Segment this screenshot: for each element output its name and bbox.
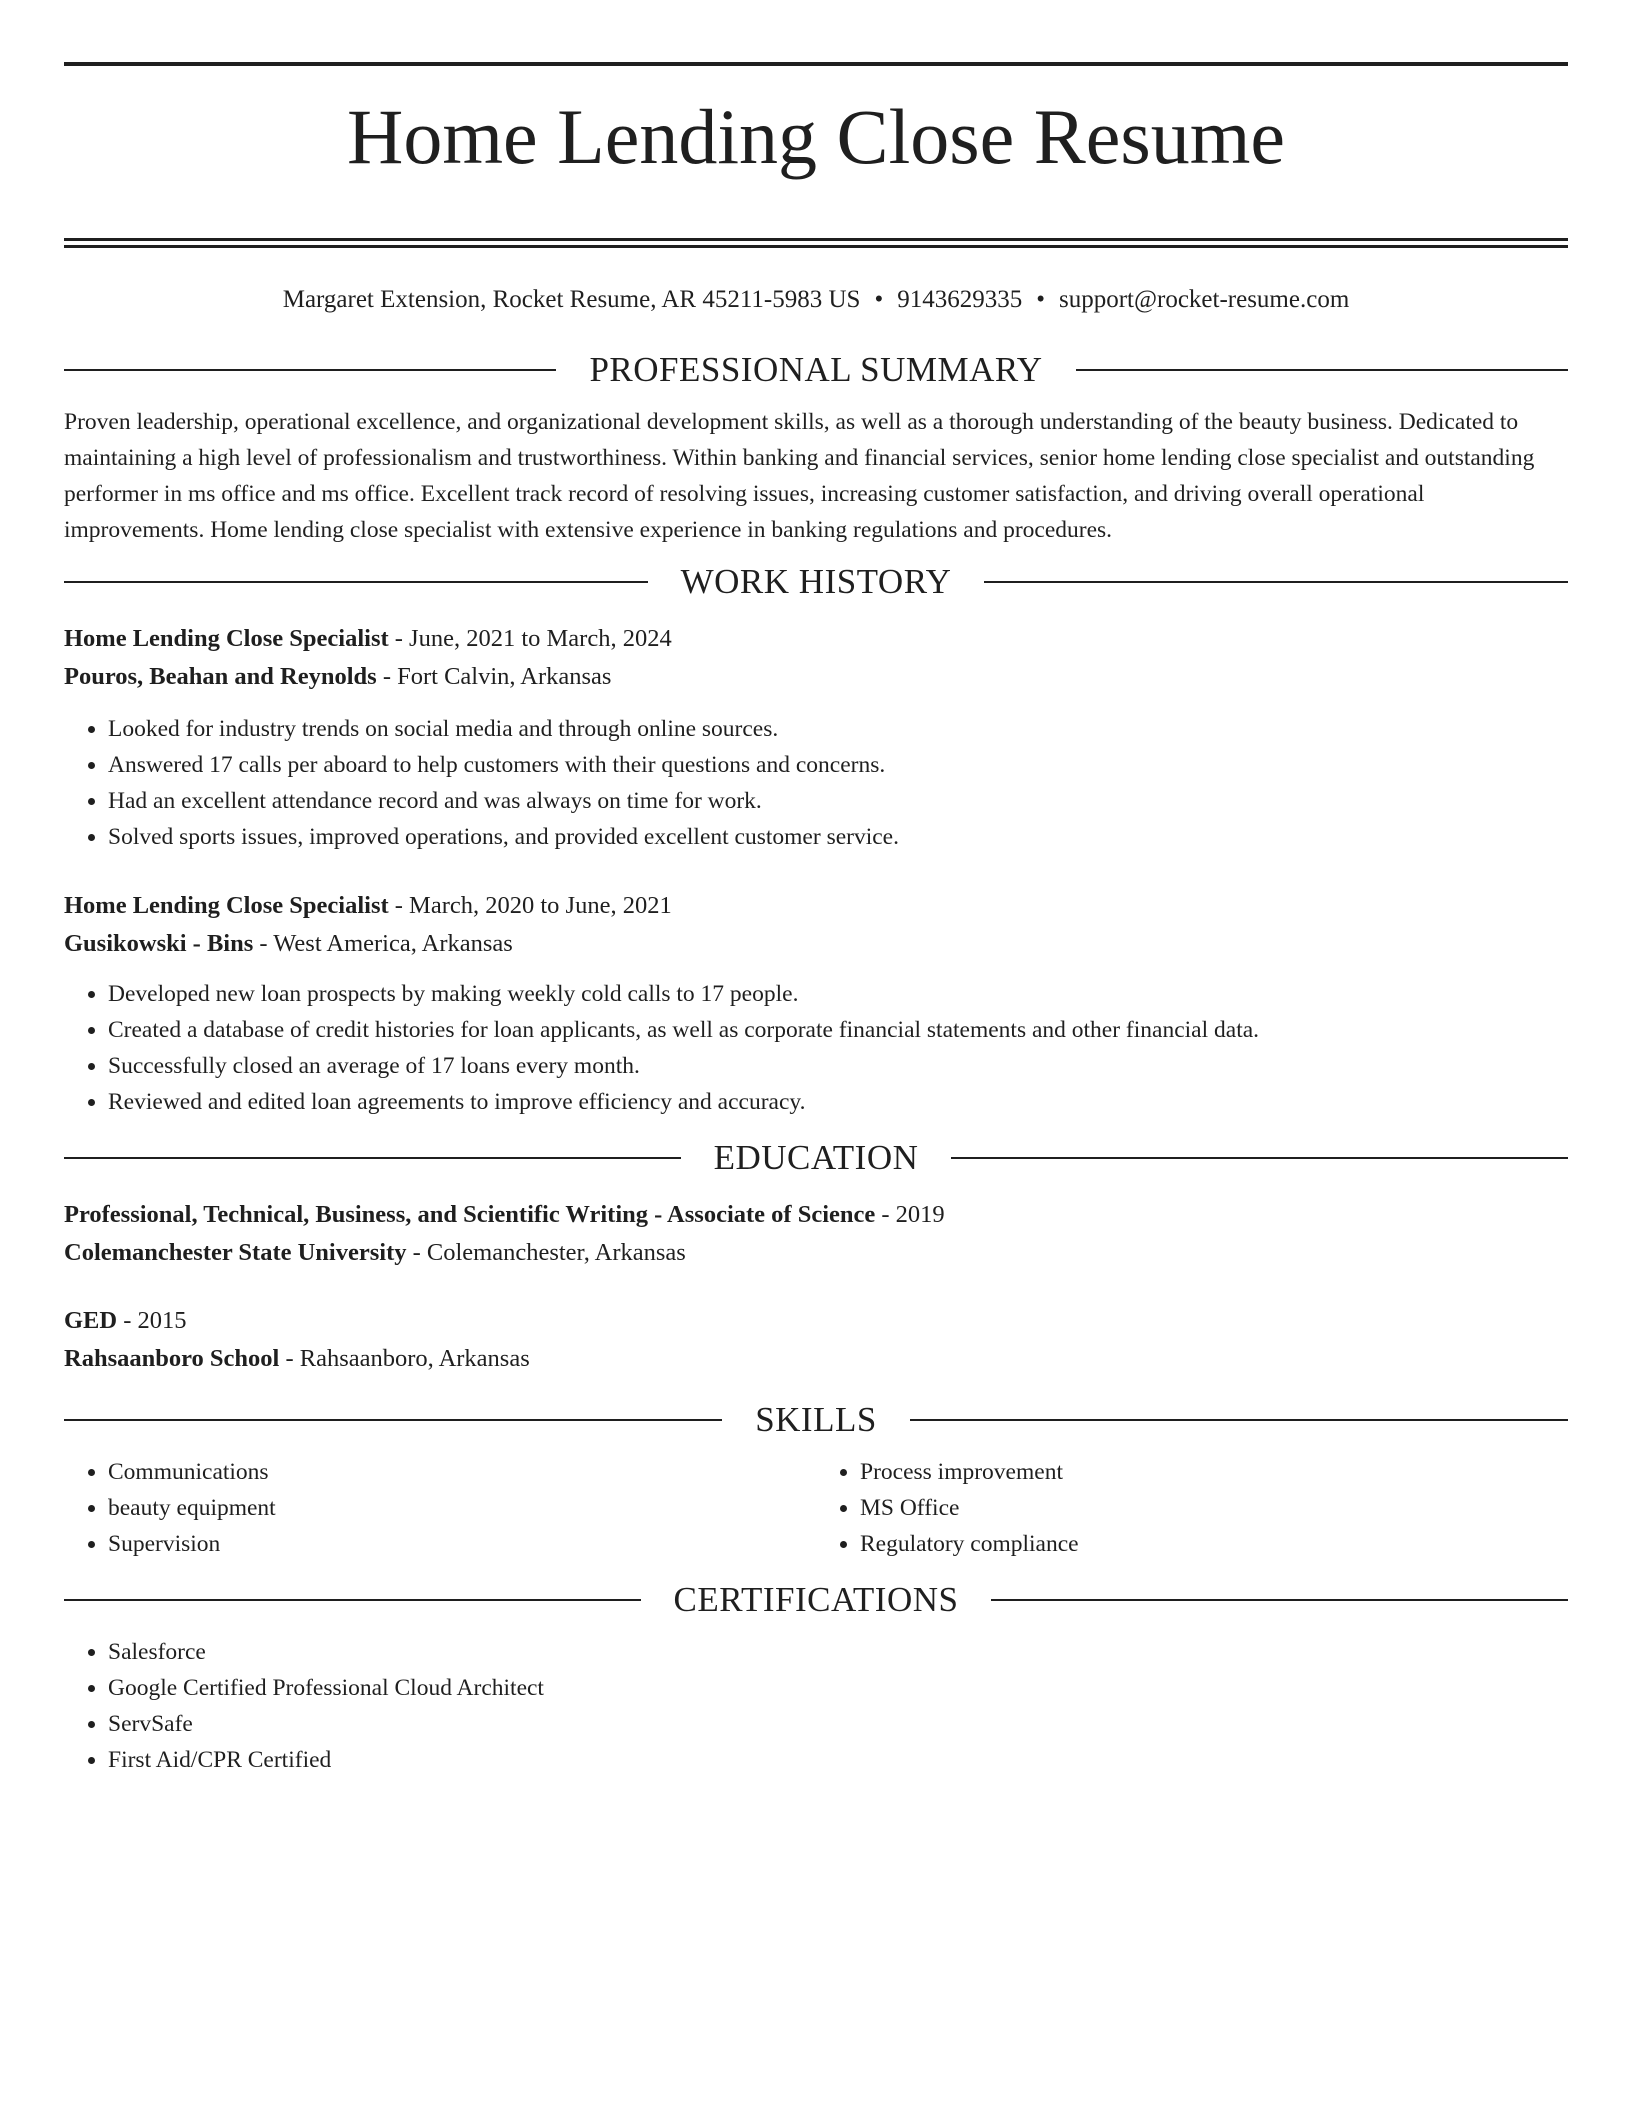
- section-heading-certifications: [64, 1578, 1568, 1622]
- list-item: • Supervision: [108, 1526, 816, 1562]
- list-item: • Looked for industry trends on social media and through online sources.: [108, 711, 1568, 747]
- education-year: - 2015: [117, 1307, 187, 1334]
- certifications-list: [64, 1634, 1568, 1778]
- list-item: • Process improvement: [860, 1454, 1568, 1490]
- section-heading-summary: [64, 348, 1568, 392]
- job-company-line: [64, 925, 1568, 963]
- section-heading-label: EDUCATION: [713, 1138, 919, 1177]
- section-heading-label: WORK HISTORY: [680, 562, 952, 601]
- list-item: • Salesforce: [108, 1634, 1568, 1670]
- heading-rule: [64, 369, 556, 371]
- education-location: - Rahsaanboro, Arkansas: [279, 1345, 530, 1372]
- skills-column-right: [816, 1454, 1568, 1562]
- job-company: Gusikowski - Bins: [64, 930, 254, 957]
- list-item: • Created a database of credit histories for loan applicants, as well as corporate financial statements and other financial data.: [108, 1012, 1568, 1048]
- list-item: • ServSafe: [108, 1706, 1568, 1742]
- list-item: • Solved sports issues, improved operations, and provided excellent customer service.: [108, 819, 1568, 855]
- section-heading-education: [64, 1136, 1568, 1180]
- list-item: • Successfully closed an average of 17 loans every month.: [108, 1048, 1568, 1084]
- education-degree: GED: [64, 1307, 118, 1334]
- list-item: • Google Certified Professional Cloud Architect: [108, 1670, 1568, 1706]
- job-title: Home Lending Close Specialist: [64, 892, 389, 919]
- contact-email: support@rocket-resume.com: [1058, 286, 1350, 313]
- summary-text: Proven leadership, operational excellence, and organizational development skills, as well as a thorough understanding of the beauty business. Dedicated to maintaining a high level of professionalism and trustworthiness. Within banking and financial services, senior home lending close specialist and outstanding performer in ms office and ms office. Excellent track record of resolving issues, increasing customer satisfaction, and driving overall operational improvements. Home lending close specialist with extensive experience in banking regulations and procedures.: [64, 409, 1535, 543]
- education-degree-line: [64, 1302, 1568, 1340]
- contact-separator: •: [874, 286, 884, 313]
- heading-rule: [64, 581, 648, 583]
- job-title-line: [64, 887, 1568, 925]
- list-item: • beauty equipment: [108, 1490, 816, 1526]
- job-entry: [64, 887, 1568, 1120]
- heading-rule: [64, 1599, 641, 1601]
- education-entry: [64, 1302, 1568, 1378]
- heading-rule: [991, 1599, 1568, 1601]
- contact-separator: •: [1036, 286, 1045, 313]
- education-year: - 2019: [875, 1201, 945, 1228]
- contact-address: Margaret Extension, Rocket Resume, AR 45211-5983 US: [282, 286, 861, 313]
- contact-phone: 9143629335: [897, 286, 1023, 313]
- job-title-line: [64, 620, 1568, 658]
- job-location: - Fort Calvin, Arkansas: [376, 663, 612, 690]
- heading-rule: [1076, 369, 1568, 371]
- heading-rule: [984, 581, 1568, 583]
- heading-rule: [64, 1157, 681, 1159]
- skills-column-left: [64, 1454, 816, 1562]
- heading-rule: [910, 1419, 1568, 1421]
- education-school: Colemanchester State University: [64, 1239, 407, 1266]
- education-entry: [64, 1196, 1568, 1272]
- section-heading-work-history: [64, 560, 1568, 604]
- list-item: • Communications: [108, 1454, 816, 1490]
- job-dates: - March, 2020 to June, 2021: [388, 892, 672, 919]
- education-location: - Colemanchester, Arkansas: [406, 1239, 686, 1266]
- heading-rule: [64, 1419, 722, 1421]
- job-title: Home Lending Close Specialist: [64, 625, 389, 652]
- list-item: • Answered 17 calls per aboard to help customers with their questions and concerns.: [108, 747, 1568, 783]
- section-heading-skills: [64, 1398, 1568, 1442]
- contact-line: [64, 282, 1568, 318]
- job-bullets: [64, 711, 1568, 855]
- job-location: - West America, Arkansas: [253, 930, 513, 957]
- job-dates: - June, 2021 to March, 2024: [388, 625, 672, 652]
- list-item: • Regulatory compliance: [860, 1526, 1568, 1562]
- education-school-line: [64, 1340, 1568, 1378]
- job-entry: [64, 620, 1568, 855]
- list-item: • Developed new loan prospects by making weekly cold calls to 17 people.: [108, 976, 1568, 1012]
- list-item: • Had an excellent attendance record and was always on time for work.: [108, 783, 1568, 819]
- job-company-line: [64, 658, 1568, 696]
- resume-title: Home Lending Close Resume: [346, 93, 1286, 180]
- education-degree-line: [64, 1196, 1568, 1234]
- skills-list: [64, 1454, 1568, 1562]
- job-bullets: [64, 976, 1568, 1120]
- list-item: • MS Office: [860, 1490, 1568, 1526]
- title-bottom-double-rule: [64, 238, 1568, 248]
- list-item: • First Aid/CPR Certified: [108, 1742, 1568, 1778]
- heading-rule: [951, 1157, 1568, 1159]
- education-school-line: [64, 1234, 1568, 1272]
- section-heading-label: CERTIFICATIONS: [673, 1580, 959, 1619]
- education-degree: Professional, Technical, Business, and Scientific Writing - Associate of Science: [64, 1201, 876, 1228]
- section-heading-label: PROFESSIONAL SUMMARY: [589, 350, 1043, 389]
- list-item: • Reviewed and edited loan agreements to improve efficiency and accuracy.: [108, 1084, 1568, 1120]
- education-school: Rahsaanboro School: [64, 1345, 280, 1372]
- job-company: Pouros, Beahan and Reynolds: [64, 663, 377, 690]
- section-heading-label: SKILLS: [755, 1400, 877, 1439]
